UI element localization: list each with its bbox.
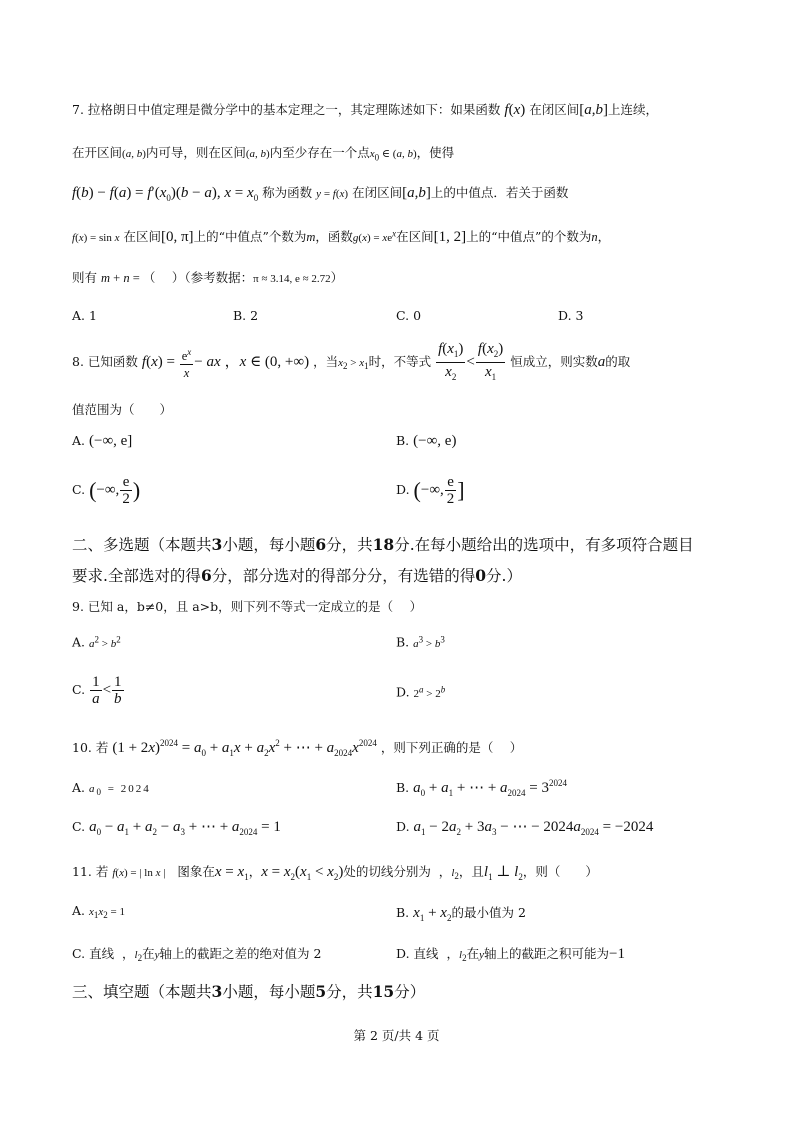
q8-line2: 值范围为（ ） bbox=[72, 402, 173, 417]
q10-option-c[interactable]: C. $a_0 - a_1 + a_2 - a_3$ + ⋯ + $a_{2024} = 1$ bbox=[72, 819, 281, 837]
section-3-title: 三、填空题（本题共3小题，每小题5分，共15分） bbox=[72, 982, 426, 1001]
q10-option-a[interactable]: A. $a_0 = 2024$ bbox=[72, 780, 151, 798]
q7-option-d[interactable]: D. 3 bbox=[558, 308, 584, 323]
q7-line3: $f(b) - f(a) = f'(x_0)(b - a)$, $x = x_0$ 称为函数 y = f(x) 在闭区间[a,b]上的中值点．若关于函数 bbox=[72, 185, 569, 203]
q7-line2: 在开区间(a, b)内可导，则在区间(a, b)内至少存在一个点$x_0$ ∈ (a, b)，使得 bbox=[72, 145, 455, 163]
q7-line1: 7. 拉格朗日中值定理是微分学中的基本定理之一，其定理陈述如下：如果函数 f(x) 在闭区间[a,b]上连续， bbox=[72, 102, 658, 118]
q11-option-c[interactable]: C. 直线 ，$l_2$在y轴上的截距之差的绝对值为 2 bbox=[72, 946, 322, 964]
q7-option-b[interactable]: B. 2 bbox=[233, 308, 259, 323]
q11-option-a[interactable]: A. $x_1x_2 = 1$ bbox=[72, 903, 125, 921]
lagrange-formula: $f(b) - f(a) = f'(x_0)(b - a)$, $x = x_0$ bbox=[72, 185, 259, 203]
math-fx: f bbox=[504, 102, 509, 118]
section-2-title: 二、多选题（本题共3小题，每小题6分，共18分.在每小题给出的选项中，有多项符合题目 bbox=[72, 535, 694, 554]
q8-option-a[interactable]: A. (−∞, e] bbox=[72, 433, 133, 449]
q7-line4: f(x) = sin x 在区间[0, π]上的“中值点”个数为m，函数$g(x) = xe^x$在区间[1, 2]上的“中值点”的个数为n， bbox=[72, 228, 611, 245]
fraction-ex-over-x: $\frac{e^x}{x}$ bbox=[180, 344, 194, 381]
q9-option-b[interactable]: B. $a^3 > b^3$ bbox=[396, 634, 445, 650]
page-footer: 第 2 页/共 4 页 bbox=[353, 1028, 440, 1043]
q9-option-d[interactable]: D. $2^a > 2^b$ bbox=[396, 684, 446, 700]
q10-stem: 10. 若 $(1 + 2x)^{2024} = a_0 + a_1x + a_2x^2$ + ⋯ + $a_{2024}x^{2024}$ ，则下列正确的是（ ） bbox=[72, 738, 523, 758]
binomial-expansion: $(1 + 2x)^{2024} = a_0 + a_1x + a_2x^2$ + ⋯ + $a_{2024}x^{2024}$ bbox=[112, 738, 377, 758]
section-2-instructions: 要求.全部选对的得6分，部分选对的得部分分，有选错的得0分.） bbox=[72, 566, 522, 585]
q8-option-c[interactable]: C. (−∞, $\frac{e}{2}$ ) bbox=[72, 474, 141, 507]
fraction-fx1-over-x2: $\frac{f(x_1)}{x_2}$ bbox=[438, 341, 464, 382]
q8-option-d[interactable]: D. (−∞, $\frac{e}{2}$ ] bbox=[396, 474, 465, 507]
q10-option-b[interactable]: B. $a_0 + a_1$ + ⋯ + $a_{2024} = 3^{2024}$ bbox=[396, 778, 568, 798]
q8-option-b[interactable]: B. (−∞, e) bbox=[396, 433, 457, 449]
fraction-fx2-over-x1: $\frac{f(x_2)}{x_1}$ bbox=[477, 341, 504, 382]
q10-option-d[interactable]: D. $a_1 - 2a_2 + 3a_3$ − ⋯ − $2024a_{2024} = -2024$ bbox=[396, 819, 654, 837]
q9-option-c[interactable]: C. $\frac{1}{a}$ < $\frac{1}{b}$ bbox=[72, 674, 122, 707]
q9-stem: 9. 已知 a，b≠0，且 a>b，则下列不等式一定成立的是（ ） bbox=[72, 599, 423, 614]
q11-option-d[interactable]: D. 直线 ，$l_2$在y轴上的截距之积可能为−1 bbox=[396, 946, 625, 964]
q7-option-a[interactable]: A. 1 bbox=[72, 308, 97, 323]
q9-option-a[interactable]: A. $a^2 > b^2$ bbox=[72, 634, 121, 650]
q8-line1: 8. 已知函数 f(x) = $\frac{e^x}{x}$ − ax ，x ∈ (0, +∞) ，当$x_2 > x_1$时，不等式 $\frac{f(x_1)}{x_2}$ < $\frac{f(x_2)}{x_1}$ 恒成立，则实数a的取 bbox=[72, 340, 630, 385]
q11-stem: 11. 若 f(x) = | ln x | 图象在$x = x_1$，$x = x_2(x_1 < x_2)$处的切线分别为 ，$l_2$，且$l_1$ ⊥ $l_2$，则（ ） bbox=[72, 864, 598, 882]
q7-line5: 则有 m + n = （ ）（参考数据：π ≈ 3.14, e ≈ 2.72） bbox=[72, 270, 344, 285]
q7-option-c[interactable]: C. 0 bbox=[396, 308, 422, 323]
q11-option-b[interactable]: B. $x_1 + x_2$的最小值为 2 bbox=[396, 905, 526, 923]
